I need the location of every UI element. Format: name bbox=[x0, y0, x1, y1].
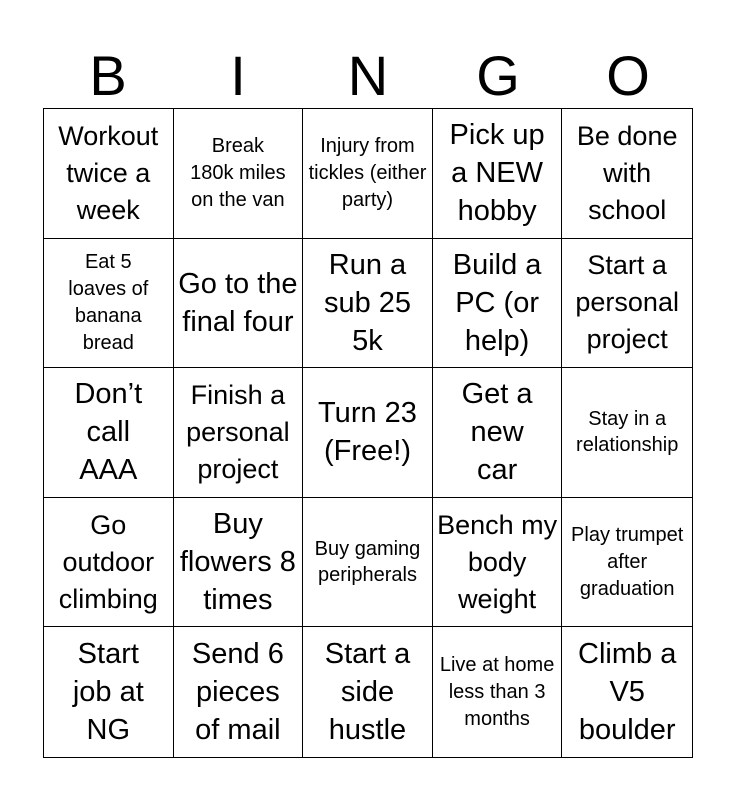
bingo-cell-text: Stay in a relationship bbox=[576, 408, 679, 457]
bingo-cell[interactable] bbox=[44, 109, 174, 239]
bingo-cell[interactable] bbox=[174, 109, 304, 239]
bingo-cell-text: Bench my body weight bbox=[437, 509, 558, 614]
bingo-cell[interactable] bbox=[303, 627, 433, 757]
bingo-cell-text: Don’t call AAA bbox=[74, 378, 143, 487]
bingo-cell-text: Go to the final four bbox=[178, 267, 298, 338]
bingo-cell-text: Play trumpet after graduation bbox=[571, 523, 684, 600]
bingo-cell[interactable] bbox=[433, 498, 563, 628]
bingo-cell-text: Run a sub 25 5k bbox=[323, 248, 412, 357]
bingo-cell-text: Send 6 pieces of mail bbox=[191, 638, 284, 747]
header-letter-n: N bbox=[347, 44, 389, 107]
bingo-cell[interactable] bbox=[562, 239, 692, 369]
bingo-cell[interactable] bbox=[562, 368, 692, 498]
bingo-cell[interactable] bbox=[433, 109, 563, 239]
header-letter-g: G bbox=[476, 44, 520, 107]
bingo-cell-text: Climb a V5 boulder bbox=[578, 638, 677, 747]
bingo-cell[interactable] bbox=[44, 368, 174, 498]
header-letter-i: I bbox=[230, 44, 246, 107]
bingo-cell-text: Break 180k miles on the van bbox=[190, 134, 286, 211]
bingo-cell[interactable] bbox=[44, 239, 174, 369]
bingo-header bbox=[43, 44, 693, 108]
bingo-cell[interactable] bbox=[303, 498, 433, 628]
bingo-cell[interactable] bbox=[174, 627, 304, 757]
header-letter-o: O bbox=[606, 44, 650, 107]
bingo-cell[interactable] bbox=[433, 627, 563, 757]
bingo-cell-text: Be done with school bbox=[576, 120, 678, 225]
bingo-cell-text: Go outdoor climbing bbox=[58, 509, 158, 614]
bingo-cell[interactable] bbox=[562, 627, 692, 757]
bingo-cell-text: Turn 23 (Free!) bbox=[318, 397, 417, 468]
bingo-cell[interactable] bbox=[174, 239, 304, 369]
bingo-cell-text: Start job at NG bbox=[72, 638, 144, 747]
bingo-cell[interactable] bbox=[44, 498, 174, 628]
bingo-cell-text: Live at home less than 3 months bbox=[439, 653, 555, 730]
bingo-cell[interactable] bbox=[303, 109, 433, 239]
header-letter-b: B bbox=[89, 44, 127, 107]
bingo-cell[interactable] bbox=[303, 368, 433, 498]
bingo-cell-text: Injury from tickles (either party) bbox=[308, 134, 427, 211]
bingo-cell-text: Workout twice a week bbox=[58, 120, 159, 225]
bingo-cell-text: Get a new car bbox=[461, 378, 533, 487]
bingo-cell-text: Eat 5 loaves of banana bread bbox=[68, 250, 149, 354]
bingo-cell[interactable] bbox=[562, 498, 692, 628]
bingo-cell[interactable] bbox=[174, 368, 304, 498]
bingo-cell-text: Finish a personal project bbox=[186, 379, 290, 484]
bingo-cell[interactable] bbox=[433, 239, 563, 369]
bingo-cell-text: Start a side hustle bbox=[324, 638, 411, 747]
bingo-board bbox=[43, 108, 693, 758]
bingo-cell[interactable] bbox=[303, 239, 433, 369]
bingo-cell-text: Start a personal project bbox=[575, 250, 679, 355]
bingo-cell[interactable] bbox=[44, 627, 174, 757]
bingo-cell-text: Buy gaming peripherals bbox=[314, 538, 421, 587]
bingo-cell-text: Build a PC (or help) bbox=[452, 248, 542, 357]
bingo-cell-text: Buy flowers 8 times bbox=[179, 508, 296, 617]
bingo-cell-text: Pick up a NEW hobby bbox=[449, 119, 545, 228]
bingo-cell[interactable] bbox=[174, 498, 304, 628]
bingo-cell[interactable] bbox=[562, 109, 692, 239]
bingo-cell[interactable] bbox=[433, 368, 563, 498]
